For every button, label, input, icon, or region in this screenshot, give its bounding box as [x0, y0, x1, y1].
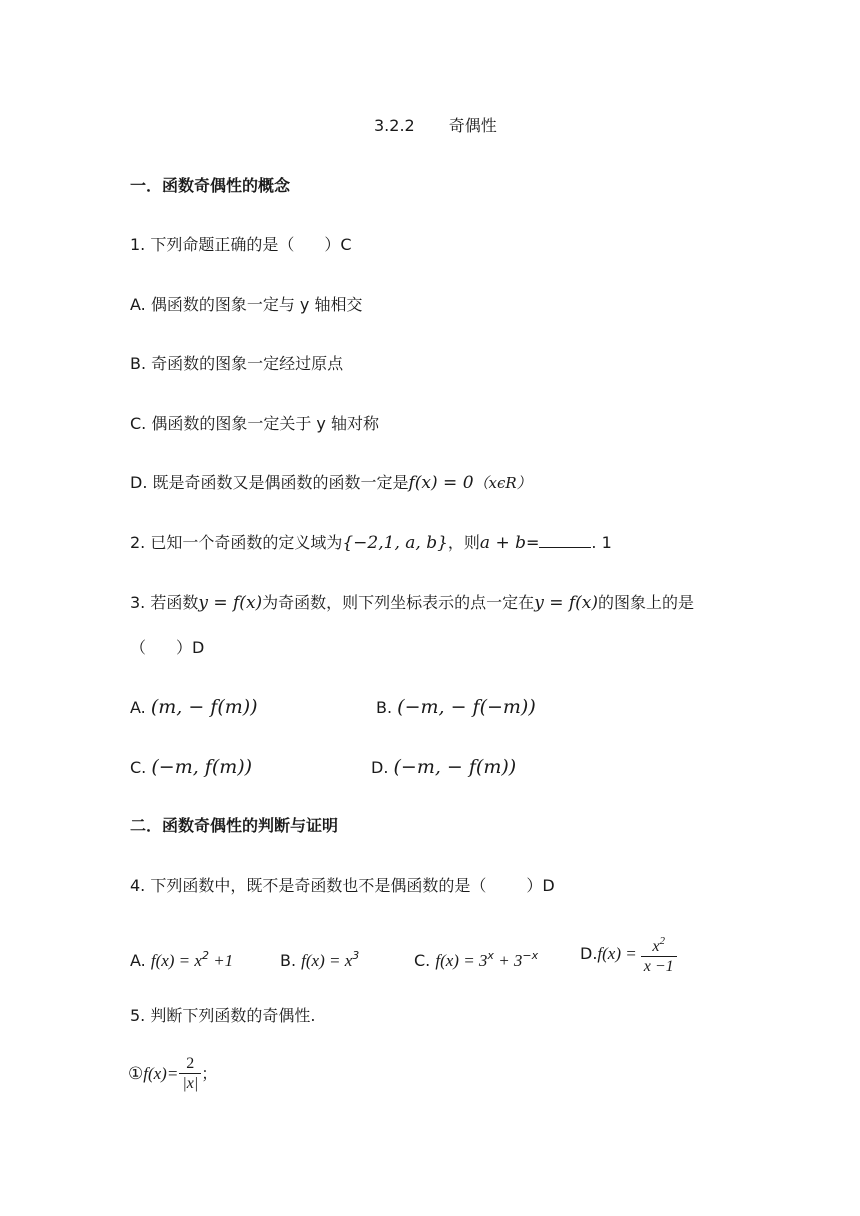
question-4-option-b: B. $f(x) = x^3$	[280, 949, 360, 970]
fraction: $\frac{2}{|x|}$	[179, 1055, 201, 1094]
question-5-item-1: ①f(x)= $\frac{2}{|x|}$ ；	[128, 1055, 218, 1092]
question-5-stem: 5. 判断下列函数的奇偶性.	[130, 1006, 316, 1025]
question-3-option-c: C. (−m, f(m))	[130, 756, 253, 778]
page-title	[374, 114, 497, 138]
answer-value: . 1	[591, 533, 612, 552]
question-3-stem: 3. 若函数y = f(x)为奇函数，则下列坐标表示的点一定在y = f(x)的图象上的是	[130, 593, 695, 613]
title-number: 3.2.2	[374, 116, 415, 135]
domain-set: {−2,1, a, b}	[342, 533, 448, 553]
section-heading-2: 二．函数奇偶性的判断与证明	[130, 816, 339, 835]
question-3-option-b: B. (−m, − f(−m))	[376, 696, 536, 718]
question-4-stem: 4. 下列函数中，既不是奇函数也不是偶函数的是（ ）D	[130, 876, 555, 895]
question-4-option-d: D.f(x) = $\frac{x^2}{x -1}$	[580, 932, 677, 977]
sum-expression: a + b	[479, 533, 526, 553]
question-2: 2. 已知一个奇函数的定义域为{−2,1, a, b}，则a + b= . 1	[130, 533, 612, 553]
title-text: 奇偶性	[448, 116, 497, 135]
question-1-option-a: A. 偶函数的图象一定与 y 轴相交	[130, 295, 363, 314]
fraction: $\frac{x^2}{x -1}$	[641, 932, 677, 977]
answer-blank	[539, 533, 591, 548]
question-3-option-d: D. (−m, − f(m))	[371, 756, 517, 778]
question-1-option-b: B. 奇函数的图象一定经过原点	[130, 354, 344, 373]
question-1-option-c: C. 偶函数的图象一定关于 y 轴对称	[130, 414, 379, 433]
domain-note: （xϵR）	[473, 474, 532, 492]
formula-f-equals-zero: f(x) = 0	[408, 473, 474, 493]
section-heading-1: 一．函数奇偶性的概念	[130, 176, 291, 195]
question-4-option-c: C. $f(x) = 3^x + 3^{-x}$	[414, 949, 539, 970]
question-3-answer-line: （ ）D	[130, 638, 205, 657]
question-4-option-a: A. $f(x) = x^2 +1$	[130, 949, 234, 970]
question-1-stem: 1. 下列命题正确的是（ ）C	[130, 235, 352, 254]
question-1-option-d: D. 既是奇函数又是偶函数的函数一定是f(x) = 0（xϵR）	[130, 473, 532, 493]
question-3-option-a: A. (m, − f(m))	[130, 696, 258, 718]
